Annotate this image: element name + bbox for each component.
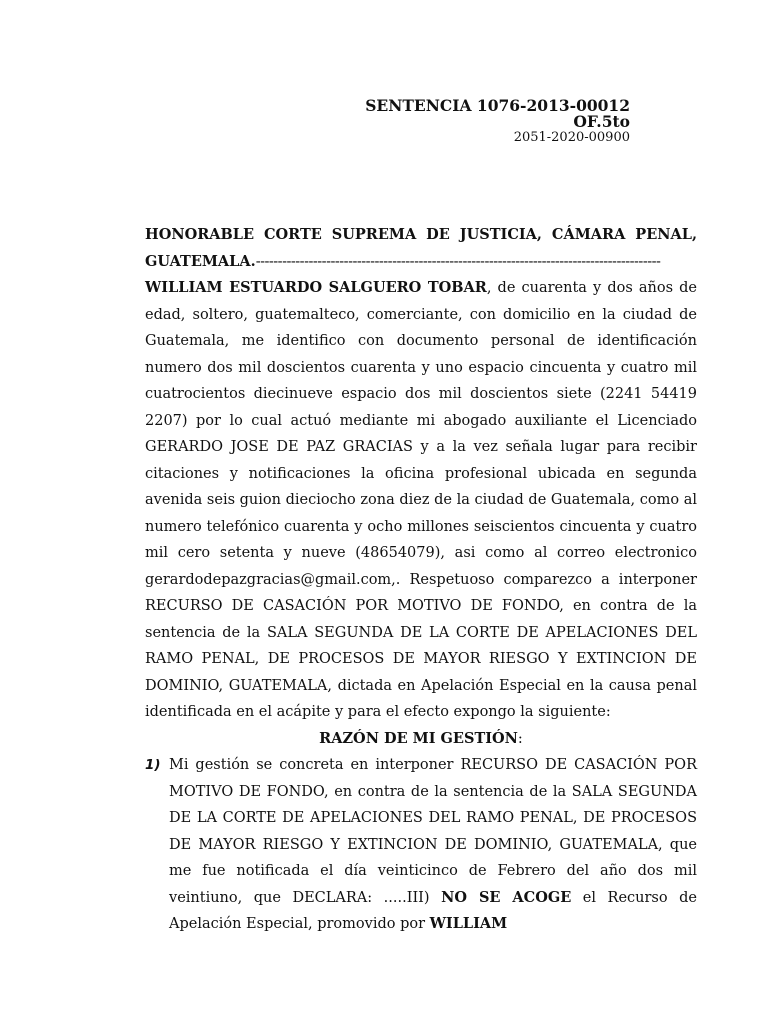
item-text-part2: el Recurso de Apelación Especial, promovido por <box>169 889 697 932</box>
expediente-number: 2051-2020-00900 <box>513 130 630 145</box>
item-text-part1: Mi gestión se concreta en interponer RECURSO DE CASACIÓN POR MOTIVO DE FONDO, en contra de la sentencia de la SALA SEGUNDA DE LA CORTE DE APELACIONES DEL RAMO PENAL, DE PROCESOS DE MAYOR RIESGO Y EXTINCION DE DOMINIO, GUATEMALA, que me fue notificada el día veinticinco de Febrero del año dos mil veintiuno, que DECLARA: .....III) <box>169 757 697 906</box>
item-bold-part1: NO SE ACOGE <box>441 888 572 906</box>
oficial-number: OF.5to <box>573 112 630 131</box>
list-item-text <box>169 752 697 938</box>
addressee-line1: HONORABLE CORTE SUPREMA DE JUSTICIA, CÁMARA PENAL, <box>145 226 697 243</box>
addressee-dashes: -------------------------------------------------------------------------------------------- <box>255 253 661 270</box>
item-bold-part2: WILLIAM <box>429 915 508 932</box>
section-title-text: RAZÓN DE MI GESTIÓN <box>319 729 518 747</box>
addressee-country: GUATEMALA. <box>145 252 256 270</box>
list-item-number: 1) <box>145 757 161 773</box>
section-title <box>145 726 697 753</box>
addressee-line2 <box>145 249 697 276</box>
section-title-colon: : <box>517 730 523 747</box>
list-item <box>145 752 697 938</box>
intro-text: , de cuarenta y dos años de edad, soltero, guatemalteco, comerciante, con domicilio en la ciudad de Guatemala, me identifico con documento personal de identificación numero dos mil doscientos cuarenta y uno espacio cincuenta y cuatro mil cuatrocientos diecinueve espacio dos mil doscientos siete (2241 54419 2207) por lo cual actuó mediante mi abogado auxiliante el Licenciado GERARDO JOSE DE PAZ GRACIAS y a la vez señala lugar para recibir citaciones y notificaciones la oficina profesional ubicada en segunda avenida seis guion dieciocho zona diez de la ciudad de Guatemala, como al numero telefónico cuarenta y ocho millones seiscientos cincuenta y cuatro mil cero setenta y nueve (48654079), asi como al correo electronico gerardodepazgracias@gmail.com,. Respetuoso comparezco a interponer RECURSO DE CASACIÓN POR MOTIVO DE FONDO, en contra de la sentencia de la SALA SEGUNDA DE LA CORTE DE APELACIONES DEL RAMO PENAL, DE PROCESOS DE MAYOR RIESGO Y EXTINCION DE DOMINIO, GUATEMALA, dictada en Apelación Especial en la causa penal identificada en el acápite y para el efecto expongo la siguiente: <box>145 280 698 720</box>
intro-paragraph <box>145 275 697 726</box>
document-header <box>365 98 630 146</box>
sentencia-number: SENTENCIA 1076-2013-00012 <box>365 96 630 115</box>
petitioner-name: WILLIAM ESTUARDO SALGUERO TOBAR <box>145 279 487 296</box>
document-body <box>145 222 697 938</box>
